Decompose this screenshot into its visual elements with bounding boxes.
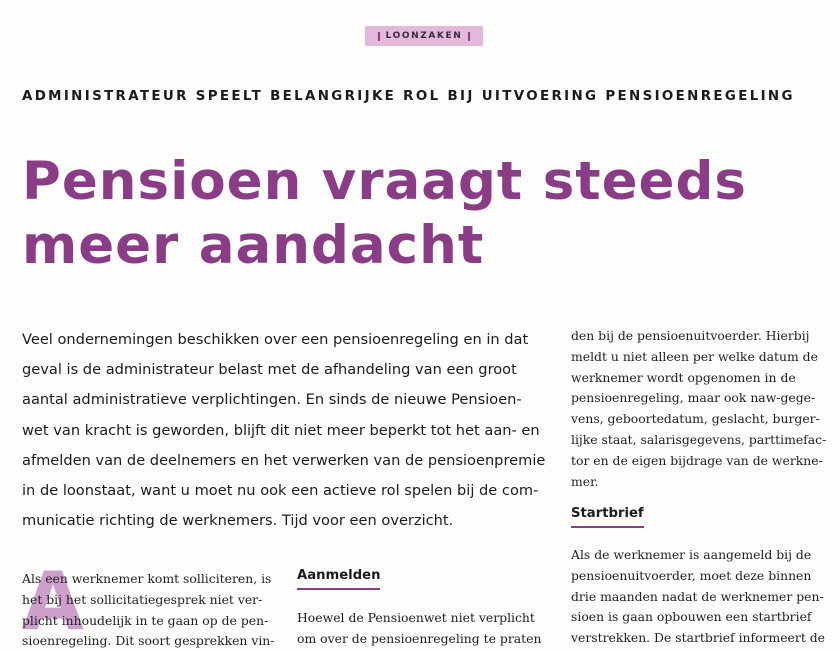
column-3-bottom bbox=[571, 545, 827, 649]
drop-cap: A bbox=[22, 555, 84, 648]
headline-line-1: Pensioen vraagt steeds bbox=[22, 151, 747, 212]
body-line: pensioenuitvoerder, moet deze binnen bbox=[571, 567, 812, 583]
lead-line: municatie richting de werknemers. Tijd voor een overzicht. bbox=[22, 512, 454, 530]
lead-line: afmelden van de deelnemers en het verwerken van de pensioenpremie bbox=[22, 451, 546, 469]
body-line: mer. bbox=[571, 473, 599, 489]
lead-line: Veel ondernemingen beschikken over een pensioenregeling en in dat bbox=[22, 331, 529, 348]
body-line: sioenregeling. Dit soort gesprekken vin- bbox=[22, 633, 275, 649]
body-line: Als de werknemer is aangemeld bij de bbox=[571, 547, 812, 562]
tag-bar-right bbox=[468, 32, 470, 41]
body-line: meldt u niet alleen per welke datum de bbox=[571, 348, 818, 364]
body-line: plicht inhoudelijk in te gaan op de pen- bbox=[22, 612, 269, 628]
lead-line: geval is de administrateur belast met de afhandeling van een groot bbox=[22, 361, 517, 379]
kicker: ADMINISTRATEUR SPEELT BELANGRIJKE ROL BIJ UITVOERING PENSIOENREGELING bbox=[22, 89, 795, 104]
body-line: om over de pensioenregeling te praten bbox=[297, 630, 542, 646]
body-line: Als een werknemer komt solliciteren, is bbox=[22, 571, 272, 586]
headline bbox=[22, 150, 822, 278]
body-line: vens, geboortedatum, geslacht, burger- bbox=[571, 411, 820, 427]
body-line: lijke staat, salarisgegevens, parttimefac- bbox=[571, 431, 827, 447]
column-3-top bbox=[571, 326, 827, 492]
headline-line-2: meer aandacht bbox=[22, 215, 485, 276]
body-line: den bij de pensioenuitvoerder. Hierbij bbox=[571, 328, 810, 343]
tag-bar-left bbox=[378, 32, 380, 41]
subhead-aanmelden: Aanmelden bbox=[297, 568, 380, 590]
body-line: drie maanden nadat de werknemer pen- bbox=[571, 588, 824, 604]
lead-line: wet van kracht is geworden, blijft dit niet meer beperkt tot het aan- en bbox=[22, 421, 540, 439]
body-line: verstrekken. De startbrief informeert de bbox=[571, 630, 825, 646]
body-line: sioen is gaan opbouwen een startbrief bbox=[571, 609, 812, 625]
lead-paragraph bbox=[22, 325, 562, 536]
section-tag-label: LOONZAKEN bbox=[385, 31, 463, 41]
column-2 bbox=[297, 608, 552, 650]
subhead-startbrief: Startbrief bbox=[571, 506, 644, 528]
lead-line: aantal administratieve verplichtingen. En sinds de nieuwe Pensioen- bbox=[22, 391, 522, 409]
body-line: Hoewel de Pensioenwet niet verplicht bbox=[297, 610, 535, 625]
body-line: het bij het sollicitatiegesprek niet ver- bbox=[22, 591, 263, 607]
body-line: tor en de eigen bijdrage van de werkne- bbox=[571, 452, 823, 468]
column-1 bbox=[22, 569, 277, 652]
body-line: werknemer wordt opgenomen in de bbox=[571, 369, 796, 385]
lead-line: in de loonstaat, want u moet nu ook een actieve rol spelen bij de com- bbox=[22, 482, 539, 500]
body-line: pensioenregeling, maar ook naw-gege- bbox=[571, 390, 816, 406]
section-tag bbox=[365, 26, 483, 46]
